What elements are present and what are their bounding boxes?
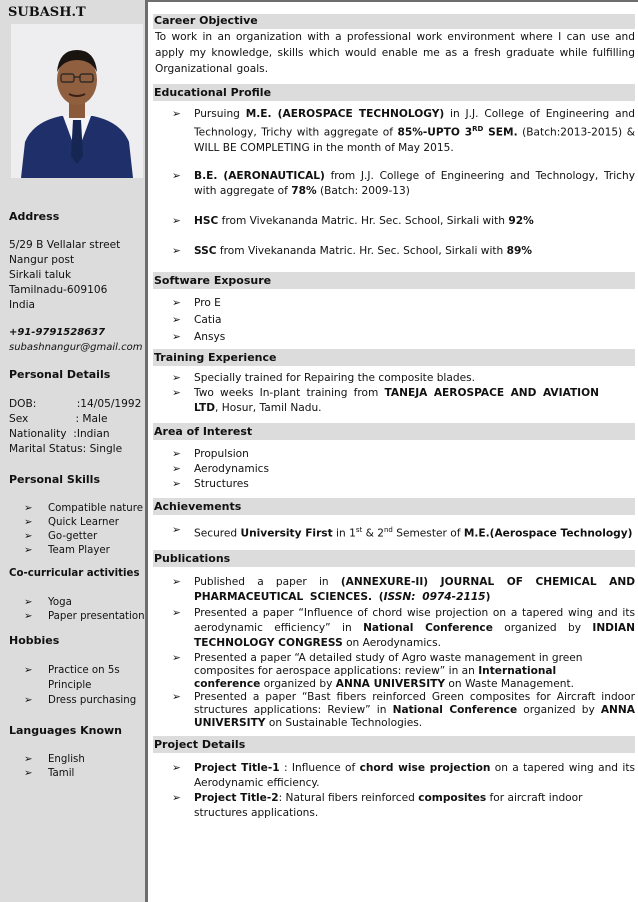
superscript: nd bbox=[383, 525, 393, 534]
career-objective-text: To work in an organization with a professional work environment where I can use and apply my knowledge, skills which would enable me as a fresh graduate while fulfilling Organizational goals. bbox=[155, 31, 635, 75]
personal-skills-block bbox=[9, 472, 143, 558]
project-topic: chord wise projection bbox=[359, 762, 491, 775]
education-heading: Educational Profile bbox=[153, 84, 635, 101]
text: from Vivekananda Matric. Hr. Sec. School, Sirkali with bbox=[218, 214, 509, 227]
personal-details-heading: Personal Details bbox=[9, 368, 111, 381]
publications-heading: Publications bbox=[153, 550, 635, 567]
personal-details-block bbox=[9, 367, 143, 457]
list-item bbox=[155, 386, 635, 416]
profile-photo bbox=[11, 24, 143, 178]
dob-row: DOB: :14/05/1992 bbox=[9, 398, 142, 410]
skill-label: Team Player bbox=[48, 545, 110, 556]
arrowhead-bullet-icon: ➢ bbox=[172, 330, 181, 343]
software-label: Catia bbox=[194, 313, 222, 326]
arrowhead-bullet-icon: ➢ bbox=[172, 386, 181, 399]
arrowhead-bullet-icon: ➢ bbox=[172, 296, 181, 309]
arrowhead-bullet-icon: ➢ bbox=[172, 214, 181, 227]
conference-type: International conference bbox=[194, 665, 557, 691]
text: organized by bbox=[260, 678, 336, 691]
address-heading: Address bbox=[9, 210, 60, 223]
arrowhead-bullet-icon: ➢ bbox=[172, 447, 181, 460]
list-item bbox=[155, 477, 635, 492]
top-rule bbox=[148, 0, 638, 2]
interest-label: Aerodynamics bbox=[194, 462, 269, 475]
text: on Aerodynamics. bbox=[342, 637, 441, 650]
aggregate: 78% bbox=[291, 184, 317, 197]
conference-type: National Conference bbox=[363, 622, 493, 635]
superscript: RD bbox=[472, 125, 484, 133]
text: Semester of bbox=[392, 527, 464, 540]
phone-number: +91-9791528637 bbox=[9, 327, 106, 338]
hobby-label: Practice on 5s Principle bbox=[48, 665, 120, 691]
project-title-label: Project Title-2 bbox=[194, 792, 279, 805]
list-item bbox=[155, 523, 635, 542]
list-item bbox=[9, 596, 143, 610]
education-item-ssc bbox=[155, 244, 635, 259]
organizer: INDIAN TECHNOLOGY CONGRESS bbox=[194, 622, 635, 650]
achievements-heading: Achievements bbox=[153, 498, 635, 515]
address-line: Nangur post bbox=[9, 254, 75, 266]
arrowhead-bullet-icon: ➢ bbox=[172, 576, 181, 589]
arrowhead-bullet-icon: ➢ bbox=[172, 477, 181, 490]
text: : Natural fibers reinforced bbox=[278, 792, 419, 805]
training-section bbox=[155, 349, 635, 416]
achievements-section bbox=[155, 498, 635, 542]
sex-row: Sex : Male bbox=[9, 413, 108, 425]
skill-label: Go-getter bbox=[48, 531, 98, 542]
publication-item bbox=[155, 691, 635, 730]
skill-label: Quick Learner bbox=[48, 517, 119, 528]
publication-item bbox=[155, 652, 635, 691]
software-heading: Software Exposure bbox=[153, 272, 635, 289]
address-line: 5/29 B Vellalar street bbox=[9, 239, 121, 251]
list-item bbox=[9, 693, 143, 708]
list-item bbox=[9, 516, 143, 530]
text: & 2 bbox=[362, 527, 384, 540]
publications-section bbox=[155, 550, 635, 730]
activity-label: Yoga bbox=[48, 597, 72, 608]
text: on Waste Management. bbox=[445, 678, 574, 691]
arrowhead-bullet-icon: ➢ bbox=[172, 691, 181, 704]
text: : Influence of bbox=[279, 762, 360, 775]
publication-item bbox=[155, 606, 635, 651]
hobbies-heading: Hobbies bbox=[9, 634, 60, 647]
aggregate: 89% bbox=[506, 244, 532, 257]
interest-heading: Area of Interest bbox=[153, 423, 635, 440]
skill-label: Compatible nature bbox=[48, 503, 143, 514]
interest-section bbox=[155, 423, 635, 492]
software-section bbox=[155, 272, 635, 345]
projects-heading: Project Details bbox=[153, 736, 635, 753]
main-content bbox=[155, 14, 635, 825]
education-item-me bbox=[155, 107, 635, 156]
education-section bbox=[155, 84, 635, 259]
arrowhead-bullet-icon: ➢ bbox=[172, 244, 181, 257]
qualification-name: HSC bbox=[194, 214, 219, 227]
text: from Vivekananda Matric. Hr. Sec. School, Sirkali with bbox=[216, 244, 507, 257]
conference-type: National Conference bbox=[392, 704, 518, 717]
text: Presented a paper “A detailed study of Agro waste management in green composites for aerospace applications: review” in an bbox=[194, 652, 583, 678]
degree-name: M.E.(Aerospace Technology) bbox=[463, 527, 633, 540]
software-label: Pro E bbox=[194, 296, 221, 309]
arrowhead-bullet-icon: ➢ bbox=[172, 462, 181, 475]
software-label: Ansys bbox=[194, 330, 226, 343]
arrowhead-bullet-icon: ➢ bbox=[172, 523, 181, 536]
arrowhead-bullet-icon: ➢ bbox=[24, 517, 33, 528]
text: Published a paper in bbox=[194, 576, 341, 589]
aggregate: 85%-UPTO 3 bbox=[397, 126, 473, 139]
arrowhead-bullet-icon: ➢ bbox=[24, 545, 33, 556]
text: Secured bbox=[194, 527, 241, 540]
sidebar-divider bbox=[145, 0, 148, 902]
arrowhead-bullet-icon: ➢ bbox=[24, 611, 33, 622]
degree-name: M.E. (AEROSPACE TECHNOLOGY) bbox=[245, 108, 445, 120]
arrowhead-bullet-icon: ➢ bbox=[24, 597, 33, 608]
text: for aircraft indoor structures applications. bbox=[194, 792, 583, 820]
text: in 1 bbox=[332, 527, 356, 540]
arrowhead-bullet-icon: ➢ bbox=[172, 169, 181, 182]
degree-name: B.E. (AERONAUTICAL) bbox=[194, 169, 325, 182]
text: (Batch:2013-2015) & WILL BE COMPLETING in the month of May 2015. bbox=[194, 126, 635, 154]
organizer: ANNA UNIVERSITY bbox=[194, 704, 635, 730]
cocurricular-block bbox=[9, 566, 143, 624]
hobby-label: Dress purchasing bbox=[48, 695, 137, 706]
arrowhead-bullet-icon: ➢ bbox=[24, 768, 33, 779]
candidate-name: SUBASH.T bbox=[8, 5, 86, 20]
list-item bbox=[9, 544, 143, 558]
text: Two weeks In-plant training from bbox=[194, 386, 385, 399]
text: organized by bbox=[517, 704, 601, 717]
arrowhead-bullet-icon: ➢ bbox=[24, 503, 33, 514]
career-objective-heading: Career Objective bbox=[153, 14, 635, 29]
project-title-label: Project Title-1 bbox=[194, 762, 280, 775]
arrowhead-bullet-icon: ➢ bbox=[172, 108, 181, 120]
list-item bbox=[155, 462, 635, 477]
list-item bbox=[155, 447, 635, 462]
address-line: India bbox=[9, 299, 35, 311]
arrowhead-bullet-icon: ➢ bbox=[24, 531, 33, 542]
language-label: English bbox=[48, 754, 85, 765]
qualification-name: SSC bbox=[194, 244, 217, 257]
list-item bbox=[155, 330, 635, 345]
text: Presented a paper “Influence of chord wise projection on a tapered wing and its aerodynamic efficiency” in bbox=[194, 607, 635, 635]
text: , Hosur, Tamil Nadu. bbox=[215, 401, 322, 414]
organizer: ANNA UNIVERSITY bbox=[335, 678, 446, 691]
text: Presented a paper “Bast fibers reinforced Green composites for Aircraft indoor structures applications: Review” in bbox=[194, 691, 635, 717]
list-item bbox=[9, 610, 143, 624]
training-heading: Training Experience bbox=[153, 349, 635, 366]
marital-status-row: Marital Status: Single bbox=[9, 443, 123, 455]
profile-photo-image bbox=[11, 24, 143, 178]
languages-block bbox=[9, 723, 143, 781]
superscript: st bbox=[355, 525, 363, 534]
interest-label: Structures bbox=[194, 477, 249, 490]
project-topic: composites bbox=[418, 792, 487, 805]
text: from J.J. College of Engineering and Technology, Trichy with aggregate of bbox=[194, 169, 635, 197]
arrowhead-bullet-icon: ➢ bbox=[172, 371, 181, 384]
text: (Batch: 2009-13) bbox=[316, 184, 410, 197]
achievement-highlight: University First bbox=[240, 527, 333, 540]
education-item-hsc bbox=[155, 214, 635, 229]
list-item bbox=[155, 313, 635, 328]
list-item bbox=[9, 502, 143, 516]
arrowhead-bullet-icon: ➢ bbox=[172, 652, 181, 665]
personal-skills-heading: Personal Skills bbox=[9, 473, 101, 486]
hobbies-block bbox=[9, 633, 143, 708]
list-item bbox=[155, 296, 635, 311]
email-address: subashnangur@gmail.com bbox=[9, 342, 143, 353]
list-item bbox=[9, 767, 143, 781]
address-line: Sirkali taluk bbox=[9, 269, 72, 281]
list-item bbox=[9, 753, 143, 767]
semester: SEM. bbox=[483, 126, 518, 139]
arrowhead-bullet-icon: ➢ bbox=[24, 754, 33, 765]
project-item bbox=[155, 791, 635, 821]
issn: ISSN: 0974-2115 bbox=[383, 591, 486, 604]
text: Pursuing bbox=[194, 108, 246, 120]
text: organized by bbox=[492, 622, 593, 635]
address-block bbox=[9, 209, 143, 355]
list-item bbox=[155, 371, 635, 386]
arrowhead-bullet-icon: ➢ bbox=[24, 665, 33, 676]
training-text: Specially trained for Repairing the composite blades. bbox=[194, 371, 475, 384]
address-line: Tamilnadu-609106 bbox=[9, 284, 108, 296]
language-label: Tamil bbox=[48, 768, 75, 779]
arrowhead-bullet-icon: ➢ bbox=[172, 762, 181, 775]
career-objective-section bbox=[155, 14, 635, 77]
project-item bbox=[155, 761, 635, 791]
nationality-row: Nationality :Indian bbox=[9, 428, 110, 440]
list-item bbox=[9, 530, 143, 544]
arrowhead-bullet-icon: ➢ bbox=[172, 313, 181, 326]
text: ) bbox=[485, 591, 491, 604]
text: on Sustainable Technologies. bbox=[265, 717, 423, 730]
arrowhead-bullet-icon: ➢ bbox=[172, 607, 181, 620]
aggregate: 92% bbox=[508, 214, 534, 227]
text: in J.J. College of Engineering and Technology, Trichy with aggregate of bbox=[194, 108, 636, 139]
text: on a tapered wing and its Aerodynamic efficiency. bbox=[194, 762, 635, 790]
journal-name: (ANNEXURE-II) JOURNAL OF CHEMICAL AND PHARMACEUTICAL SCIENCES. ( bbox=[194, 576, 635, 604]
education-item-be bbox=[155, 169, 635, 199]
cocurricular-heading: Co-curricular activities bbox=[9, 568, 140, 579]
arrowhead-bullet-icon: ➢ bbox=[24, 695, 33, 706]
company-name: TANEJA AEROSPACE AND AVIATION LTD bbox=[194, 386, 599, 414]
interest-label: Propulsion bbox=[194, 447, 249, 460]
publication-item bbox=[155, 575, 635, 605]
list-item bbox=[9, 663, 143, 693]
activity-label: Paper presentation bbox=[48, 611, 145, 622]
languages-heading: Languages Known bbox=[9, 724, 123, 737]
arrowhead-bullet-icon: ➢ bbox=[172, 792, 181, 805]
projects-section bbox=[155, 736, 635, 821]
